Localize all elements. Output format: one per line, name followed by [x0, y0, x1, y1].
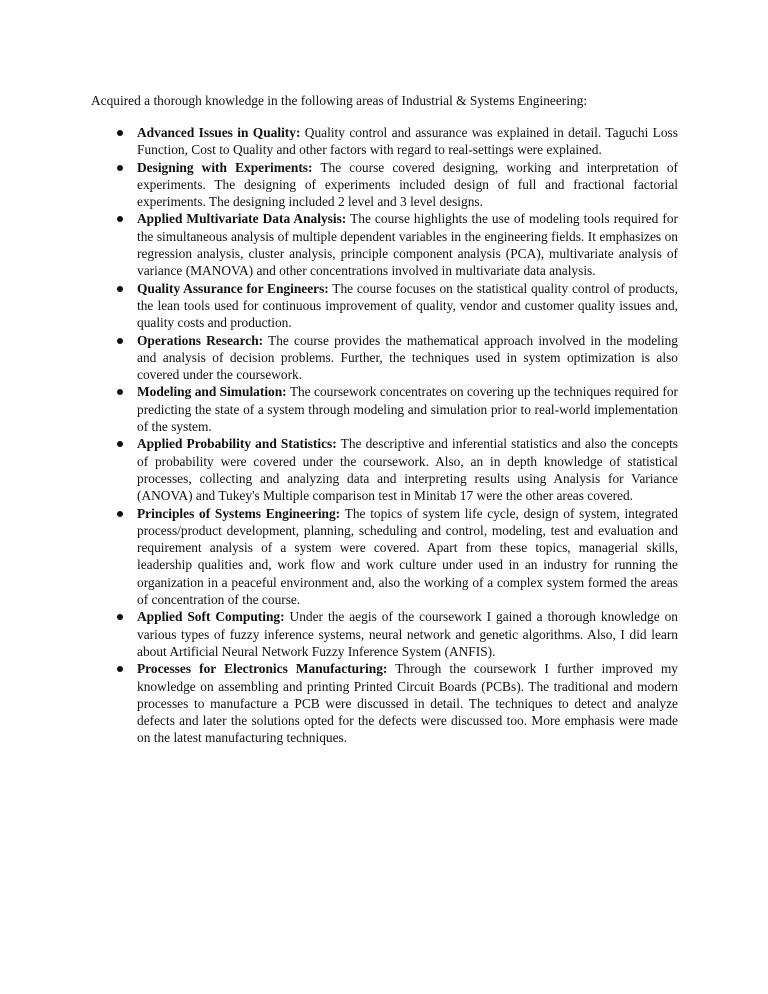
course-description: The topics of system life cycle, design of system, integrated process/product development, planning, scheduling and control, modeling, test and evaluation and requirement analysis of a system were covered. Apart from these topics, managerial skills, leadership qualities and, work flow and work culture under used in an industry for running the organization in a peaceful environment and, also the working of a complex system formed the areas of concentration of the course. [137, 505, 678, 608]
bullet-icon [117, 286, 123, 292]
bullet-icon [117, 216, 123, 222]
list-item [0, 608, 678, 660]
bullet-icon [117, 614, 123, 620]
list-item [0, 210, 678, 279]
course-title: Principles of Systems Engineering: [137, 505, 341, 521]
list-item [0, 280, 678, 332]
list-item [0, 660, 678, 746]
course-title: Designing with Experiments: [137, 159, 313, 175]
bullet-icon [117, 441, 123, 447]
course-title: Applied Multivariate Data Analysis: [137, 211, 347, 227]
course-title: Advanced Issues in Quality: [137, 125, 301, 140]
bullet-icon [117, 666, 123, 672]
bullet-icon [117, 130, 123, 136]
list-item [0, 159, 678, 211]
course-title: Operations Research: [137, 332, 264, 348]
bullet-icon [117, 511, 123, 517]
course-title: Modeling and Simulation: [137, 384, 287, 400]
course-title: Applied Soft Computing: [137, 609, 285, 625]
bullet-icon [117, 389, 123, 395]
list-item [0, 505, 678, 609]
course-title: Applied Probability and Statistics: [137, 436, 337, 452]
intro-paragraph: Acquired a thorough knowledge in the following areas of Industrial & Systems Engineering: [91, 93, 588, 108]
bullet-icon [117, 338, 123, 344]
course-description: The coursework concentrates on covering up the techniques required for predicting the state of a system through modeling and simulation prior to real-world implementation of the system. [137, 384, 679, 435]
course-description: The course focuses on the statistical quality control of products, the lean tools used for continuous improvement of quality, vendor and customer quality issues and, quality costs and production. [137, 280, 678, 331]
course-description: The course provides the mathematical approach involved in the modeling and analysis of decision problems. Further, the techniques used in system optimization is also covered under the coursework. [137, 332, 678, 383]
course-description: The course covered designing, working and interpretation of experiments. The designing of experiments included design of full and fractional factorial experiments. The designing included 2 level and 3 level designs. [137, 159, 679, 210]
course-description: The course highlights the use of modeling tools required for the simultaneous analysis of multiple dependent variables in the engineering fields. It emphasizes on regression analysis, cluster analysis, principle component analysis (PCA), multivariate analysis of variance (MANOVA) and other concentrations involved in multivariate data analysis. [137, 211, 678, 279]
course-title: Quality Assurance for Engineers: [137, 280, 329, 296]
list-item [0, 435, 678, 504]
course-description: Quality control and assurance was explained in detail. Taguchi Loss Function, Cost to Quality and other factors with regard to real-settings were explained. [137, 125, 678, 158]
list-item [0, 124, 678, 159]
list-item [0, 332, 678, 384]
bullet-icon [117, 165, 123, 171]
course-list [0, 124, 678, 747]
list-item [0, 383, 678, 435]
course-description: The descriptive and inferential statistics and also the concepts of probability were covered under the coursework. Also, an in depth knowledge of statistical processes, collecting and analyzing data and interpreting results using Analysis for Variance (ANOVA) and Tukey's Multiple comparison test in Minitab 17 were the other areas covered. [137, 436, 679, 504]
course-description: Through the coursework I further improved my knowledge on assembling and printing Printed Circuit Boards (PCBs). The traditional and modern processes to manufacture a PCB were discussed in detail. The techniques to detect and analyze defects and later the solutions opted for the defects were discussed too. More emphasis were made on the latest manufacturing techniques. [137, 661, 678, 746]
course-title: Processes for Electronics Manufacturing: [137, 661, 388, 677]
course-description: Under the aegis of the coursework I gained a thorough knowledge on various types of fuzzy inference systems, neural network and genetic algorithms. Also, I did learn about Artificial Neural Network Fuzzy Inference System (ANFIS). [137, 609, 678, 659]
